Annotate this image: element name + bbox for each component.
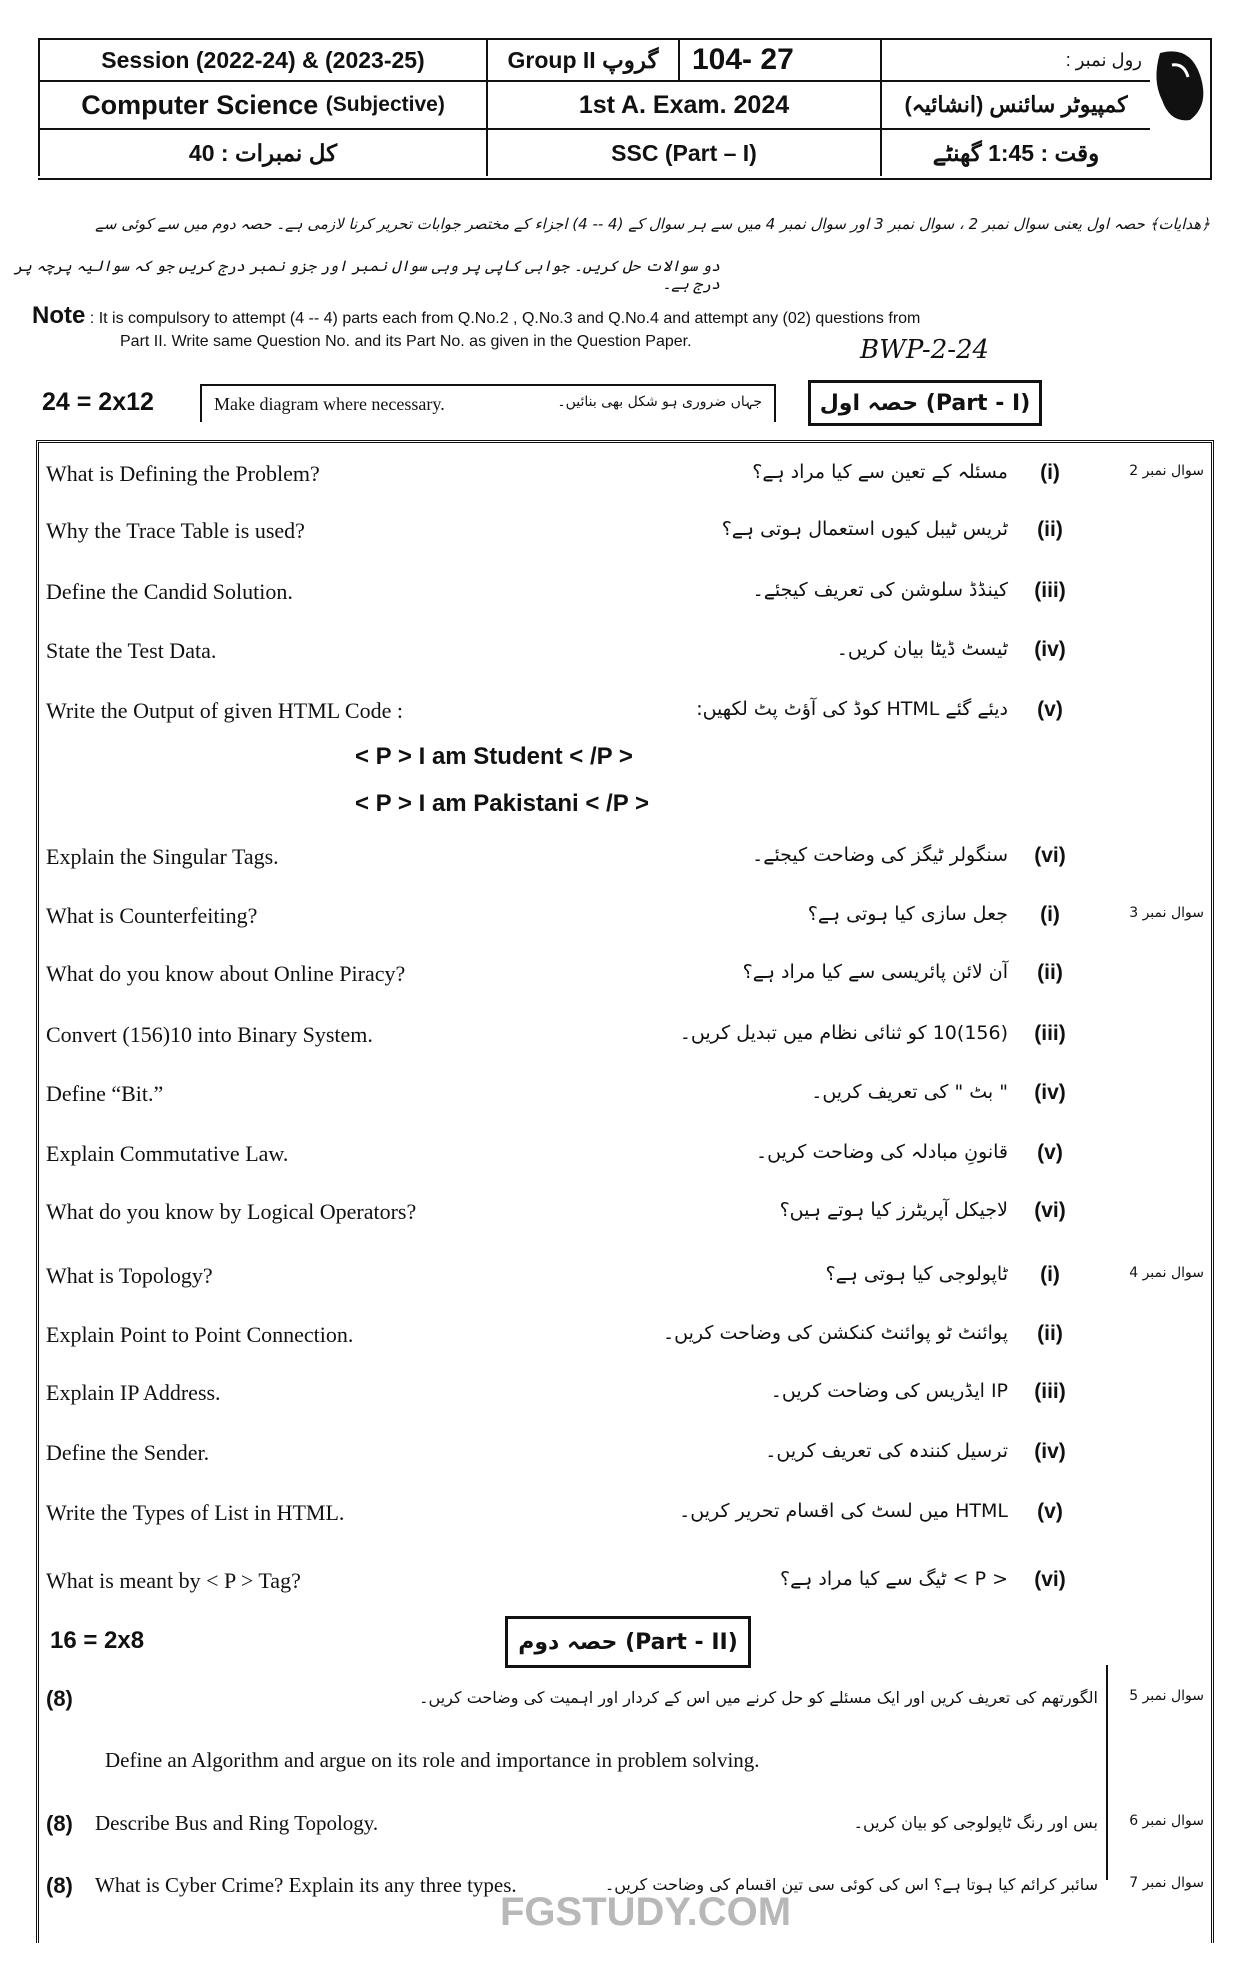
question-urdu: " بٹ " کی تعریف کریں۔ bbox=[811, 1081, 1008, 1103]
question-urdu: < P > ٹیگ سے کیا مراد ہے؟ bbox=[780, 1568, 1008, 1590]
question-urdu: قانونِ مبادلہ کی وضاحت کریں۔ bbox=[756, 1141, 1008, 1163]
question-urdu: ٹیسٹ ڈیٹا بیان کریں۔ bbox=[836, 638, 1008, 660]
html-code: < P > I am Pakistani < /P > bbox=[355, 790, 649, 817]
question-row bbox=[40, 838, 1208, 878]
question-number: سوال نمبر 7 bbox=[1129, 1875, 1204, 1891]
part-number: (iv) bbox=[1034, 1440, 1066, 1463]
code-line bbox=[40, 784, 1208, 824]
subject-name: Computer Science bbox=[81, 89, 319, 120]
question-english: Define an Algorithm and argue on its role and importance in problem solving. bbox=[105, 1748, 760, 1772]
part-number: (v) bbox=[1037, 1500, 1063, 1523]
instructions-urdu-1: ﴿ھدایات﴾ حصہ اول یعنی سوال نمبر 2 ، سوال نمبر 3 اور سوال نمبر 4 میں سے ہر سوال کے (4 -- 4) اجزاء کے مختصر جوابات تحریر کرنا لازمی ہے۔ حصہ دوم میں سے کوئی سے bbox=[95, 215, 1210, 233]
question-urdu: ٹریس ٹیبل کیوں استعمال ہوتی ہے؟ bbox=[721, 518, 1008, 540]
question-row bbox=[40, 692, 1208, 732]
question-row bbox=[40, 455, 1208, 495]
level: SSC (Part – I) bbox=[486, 128, 880, 176]
question-urdu: آن لائن پائریسی سے کیا مراد ہے؟ bbox=[742, 961, 1008, 983]
question-number: سوال نمبر 3 bbox=[1129, 905, 1204, 921]
question-urdu: بس اور رنگ ٹاپولوجی کو بیان کریں۔ bbox=[853, 1813, 1098, 1832]
question-english: State the Test Data. bbox=[46, 638, 217, 663]
question-urdu: سائبر کرائم کیا ہوتا ہے؟ اس کی کوئی سی تین اقسام کی وضاحت کریں۔ bbox=[604, 1875, 1098, 1894]
marks: (8) bbox=[46, 1873, 73, 1898]
question-urdu: سنگولر ٹیگز کی وضاحت کیجئے۔ bbox=[752, 844, 1008, 866]
marks: (8) bbox=[46, 1811, 73, 1836]
part-number: (iii) bbox=[1034, 1380, 1066, 1403]
part-number: (vi) bbox=[1034, 844, 1066, 867]
question-number: سوال نمبر 5 bbox=[1129, 1688, 1204, 1704]
part-number: (vi) bbox=[1034, 1199, 1066, 1222]
paper-code: 104- 27 bbox=[678, 40, 880, 80]
part1-marks: 24 = 2x12 bbox=[42, 388, 154, 416]
question-row bbox=[40, 1562, 1208, 1602]
handwritten-note: BWP-2-24 bbox=[860, 335, 990, 365]
part-number: (iii) bbox=[1034, 579, 1066, 602]
subject-type: (Subjective) bbox=[325, 93, 445, 116]
question-urdu: ٹاپولوجی کیا ہوتی ہے؟ bbox=[825, 1263, 1008, 1285]
question-english: What do you know by Logical Operators? bbox=[46, 1199, 417, 1224]
exam-title: 1st A. Exam. 2024 bbox=[486, 80, 880, 128]
part2-title: (Part - II) حصہ دوم bbox=[505, 1616, 751, 1668]
part-number: (v) bbox=[1037, 1141, 1063, 1164]
question-row bbox=[40, 1193, 1208, 1233]
roll-no-label: رول نمبر : bbox=[880, 40, 1150, 80]
question-urdu: IP ایڈریس کی وضاحت کریں۔ bbox=[770, 1380, 1008, 1402]
question-urdu: HTML میں لسٹ کی اقسام تحریر کریں۔ bbox=[679, 1500, 1008, 1522]
total-marks: کل نمبرات : 40 bbox=[38, 128, 486, 176]
question-english: Define the Candid Solution. bbox=[46, 579, 293, 604]
diagram-note-box bbox=[200, 384, 776, 422]
diagram-note: Make diagram where necessary. bbox=[214, 394, 445, 414]
part-number: (i) bbox=[1040, 903, 1060, 926]
note-line-2: Part II. Write same Question No. and its Part No. as given in the Question Paper. bbox=[120, 333, 692, 350]
question-english: Describe Bus and Ring Topology. bbox=[95, 1811, 379, 1835]
long-question-row bbox=[40, 1805, 1208, 1845]
group: Group II گروپ bbox=[486, 40, 678, 80]
question-row bbox=[40, 512, 1208, 552]
part-number: (i) bbox=[1040, 461, 1060, 484]
note-line-1 bbox=[32, 302, 920, 330]
part-number: (iv) bbox=[1034, 638, 1066, 661]
question-urdu: (156)10 کو ثنائی نظام میں تبدیل کریں۔ bbox=[679, 1022, 1008, 1044]
question-english: Write the Types of List in HTML. bbox=[46, 1500, 345, 1525]
subject bbox=[38, 80, 486, 128]
instructions-urdu-2: دو سوالات حل کریں۔ جوابی کاپی پر وہی سوال نمبر اور جزو نمبر درج کریں جو کہ سوالیہ پرچہ پر درج ہے۔ bbox=[14, 257, 720, 293]
watermark: FGSTUDY.COM bbox=[500, 1890, 792, 1934]
question-english: What is Defining the Problem? bbox=[46, 461, 320, 486]
question-row bbox=[40, 955, 1208, 995]
part1-title: (Part - I) حصہ اول bbox=[808, 380, 1042, 426]
question-row bbox=[40, 1494, 1208, 1534]
question-english: Explain IP Address. bbox=[46, 1380, 221, 1405]
subject-urdu: کمپیوٹر سائنس (انشائیہ) bbox=[880, 80, 1150, 128]
question-english: What do you know about Online Piracy? bbox=[46, 961, 406, 986]
question-english: Explain Commutative Law. bbox=[46, 1141, 289, 1166]
part-number: (i) bbox=[1040, 1263, 1060, 1286]
note-text-1: : It is compulsory to attempt (4 -- 4) parts each from Q.No.2 , Q.No.3 and Q.No.4 and attempt any (02) questions from bbox=[89, 310, 921, 327]
note-label: Note bbox=[32, 302, 86, 329]
part-number: (vi) bbox=[1034, 1568, 1066, 1591]
code-line bbox=[40, 737, 1208, 777]
question-urdu: الگورتھم کی تعریف کریں اور ایک مسئلے کو حل کرنے میں اس کے کردار اور اہمیت کی وضاحت کریں۔ bbox=[419, 1688, 1098, 1707]
question-urdu: مسئلہ کے تعین سے کیا مراد ہے؟ bbox=[752, 461, 1008, 483]
question-row bbox=[40, 1016, 1208, 1056]
question-row bbox=[40, 573, 1208, 613]
question-english: What is Cyber Crime? Explain its any three types. bbox=[95, 1873, 517, 1897]
part-number: (iii) bbox=[1034, 1022, 1066, 1045]
question-row bbox=[40, 1135, 1208, 1175]
long-question-row bbox=[40, 1680, 1208, 1772]
question-english: Convert (156)10 into Binary System. bbox=[46, 1022, 373, 1047]
question-row bbox=[40, 897, 1208, 937]
question-row bbox=[40, 1374, 1208, 1414]
question-row bbox=[40, 1434, 1208, 1474]
part-number: (ii) bbox=[1037, 1322, 1063, 1345]
question-number: سوال نمبر 2 bbox=[1129, 463, 1204, 479]
question-english: What is Counterfeiting? bbox=[46, 903, 258, 928]
question-number: سوال نمبر 6 bbox=[1129, 1813, 1204, 1829]
question-row bbox=[40, 632, 1208, 672]
question-row bbox=[40, 1257, 1208, 1297]
question-number: سوال نمبر 4 bbox=[1129, 1265, 1204, 1281]
question-english: Explain Point to Point Connection. bbox=[46, 1322, 354, 1347]
part2-marks: 16 = 2x8 bbox=[50, 1627, 145, 1654]
question-urdu: لاجیکل آپریٹرز کیا ہوتے ہیں؟ bbox=[779, 1199, 1008, 1221]
question-english: Write the Output of given HTML Code : bbox=[46, 698, 403, 723]
question-urdu: جعل سازی کیا ہوتی ہے؟ bbox=[807, 903, 1008, 925]
header-table bbox=[38, 38, 1212, 180]
question-urdu: پوائنٹ ٹو پوائنٹ کنکشن کی وضاحت کریں۔ bbox=[663, 1322, 1008, 1344]
question-row bbox=[40, 1075, 1208, 1115]
question-english: What is meant by < P > Tag? bbox=[46, 1568, 301, 1593]
part-number: (iv) bbox=[1034, 1081, 1066, 1104]
question-english: Define “Bit.” bbox=[46, 1081, 164, 1106]
part-number: (v) bbox=[1037, 698, 1063, 721]
question-english: Why the Trace Table is used? bbox=[46, 518, 305, 543]
session: Session (2022-24) & (2023-25) bbox=[38, 40, 486, 80]
question-english: What is Topology? bbox=[46, 1263, 213, 1288]
question-urdu: ترسیل کنندہ کی تعریف کریں۔ bbox=[765, 1440, 1008, 1462]
diagram-note-urdu: جہاں ضروری ہو شکل بھی بنائیں۔ bbox=[557, 394, 762, 410]
question-english: Explain the Singular Tags. bbox=[46, 844, 279, 869]
html-code: < P > I am Student < /P > bbox=[355, 743, 633, 770]
part-number: (ii) bbox=[1037, 518, 1063, 541]
marks: (8) bbox=[46, 1686, 73, 1711]
question-row bbox=[40, 1316, 1208, 1356]
part-number: (ii) bbox=[1037, 961, 1063, 984]
question-urdu: دیئے گئے HTML کوڈ کی آؤٹ پٹ لکھیں: bbox=[696, 698, 1008, 720]
question-urdu: کینڈڈ سلوشن کی تعریف کیجئے۔ bbox=[752, 579, 1008, 601]
question-english: Define the Sender. bbox=[46, 1440, 210, 1465]
time: وقت : 1:45 گھنٹے bbox=[880, 128, 1150, 176]
